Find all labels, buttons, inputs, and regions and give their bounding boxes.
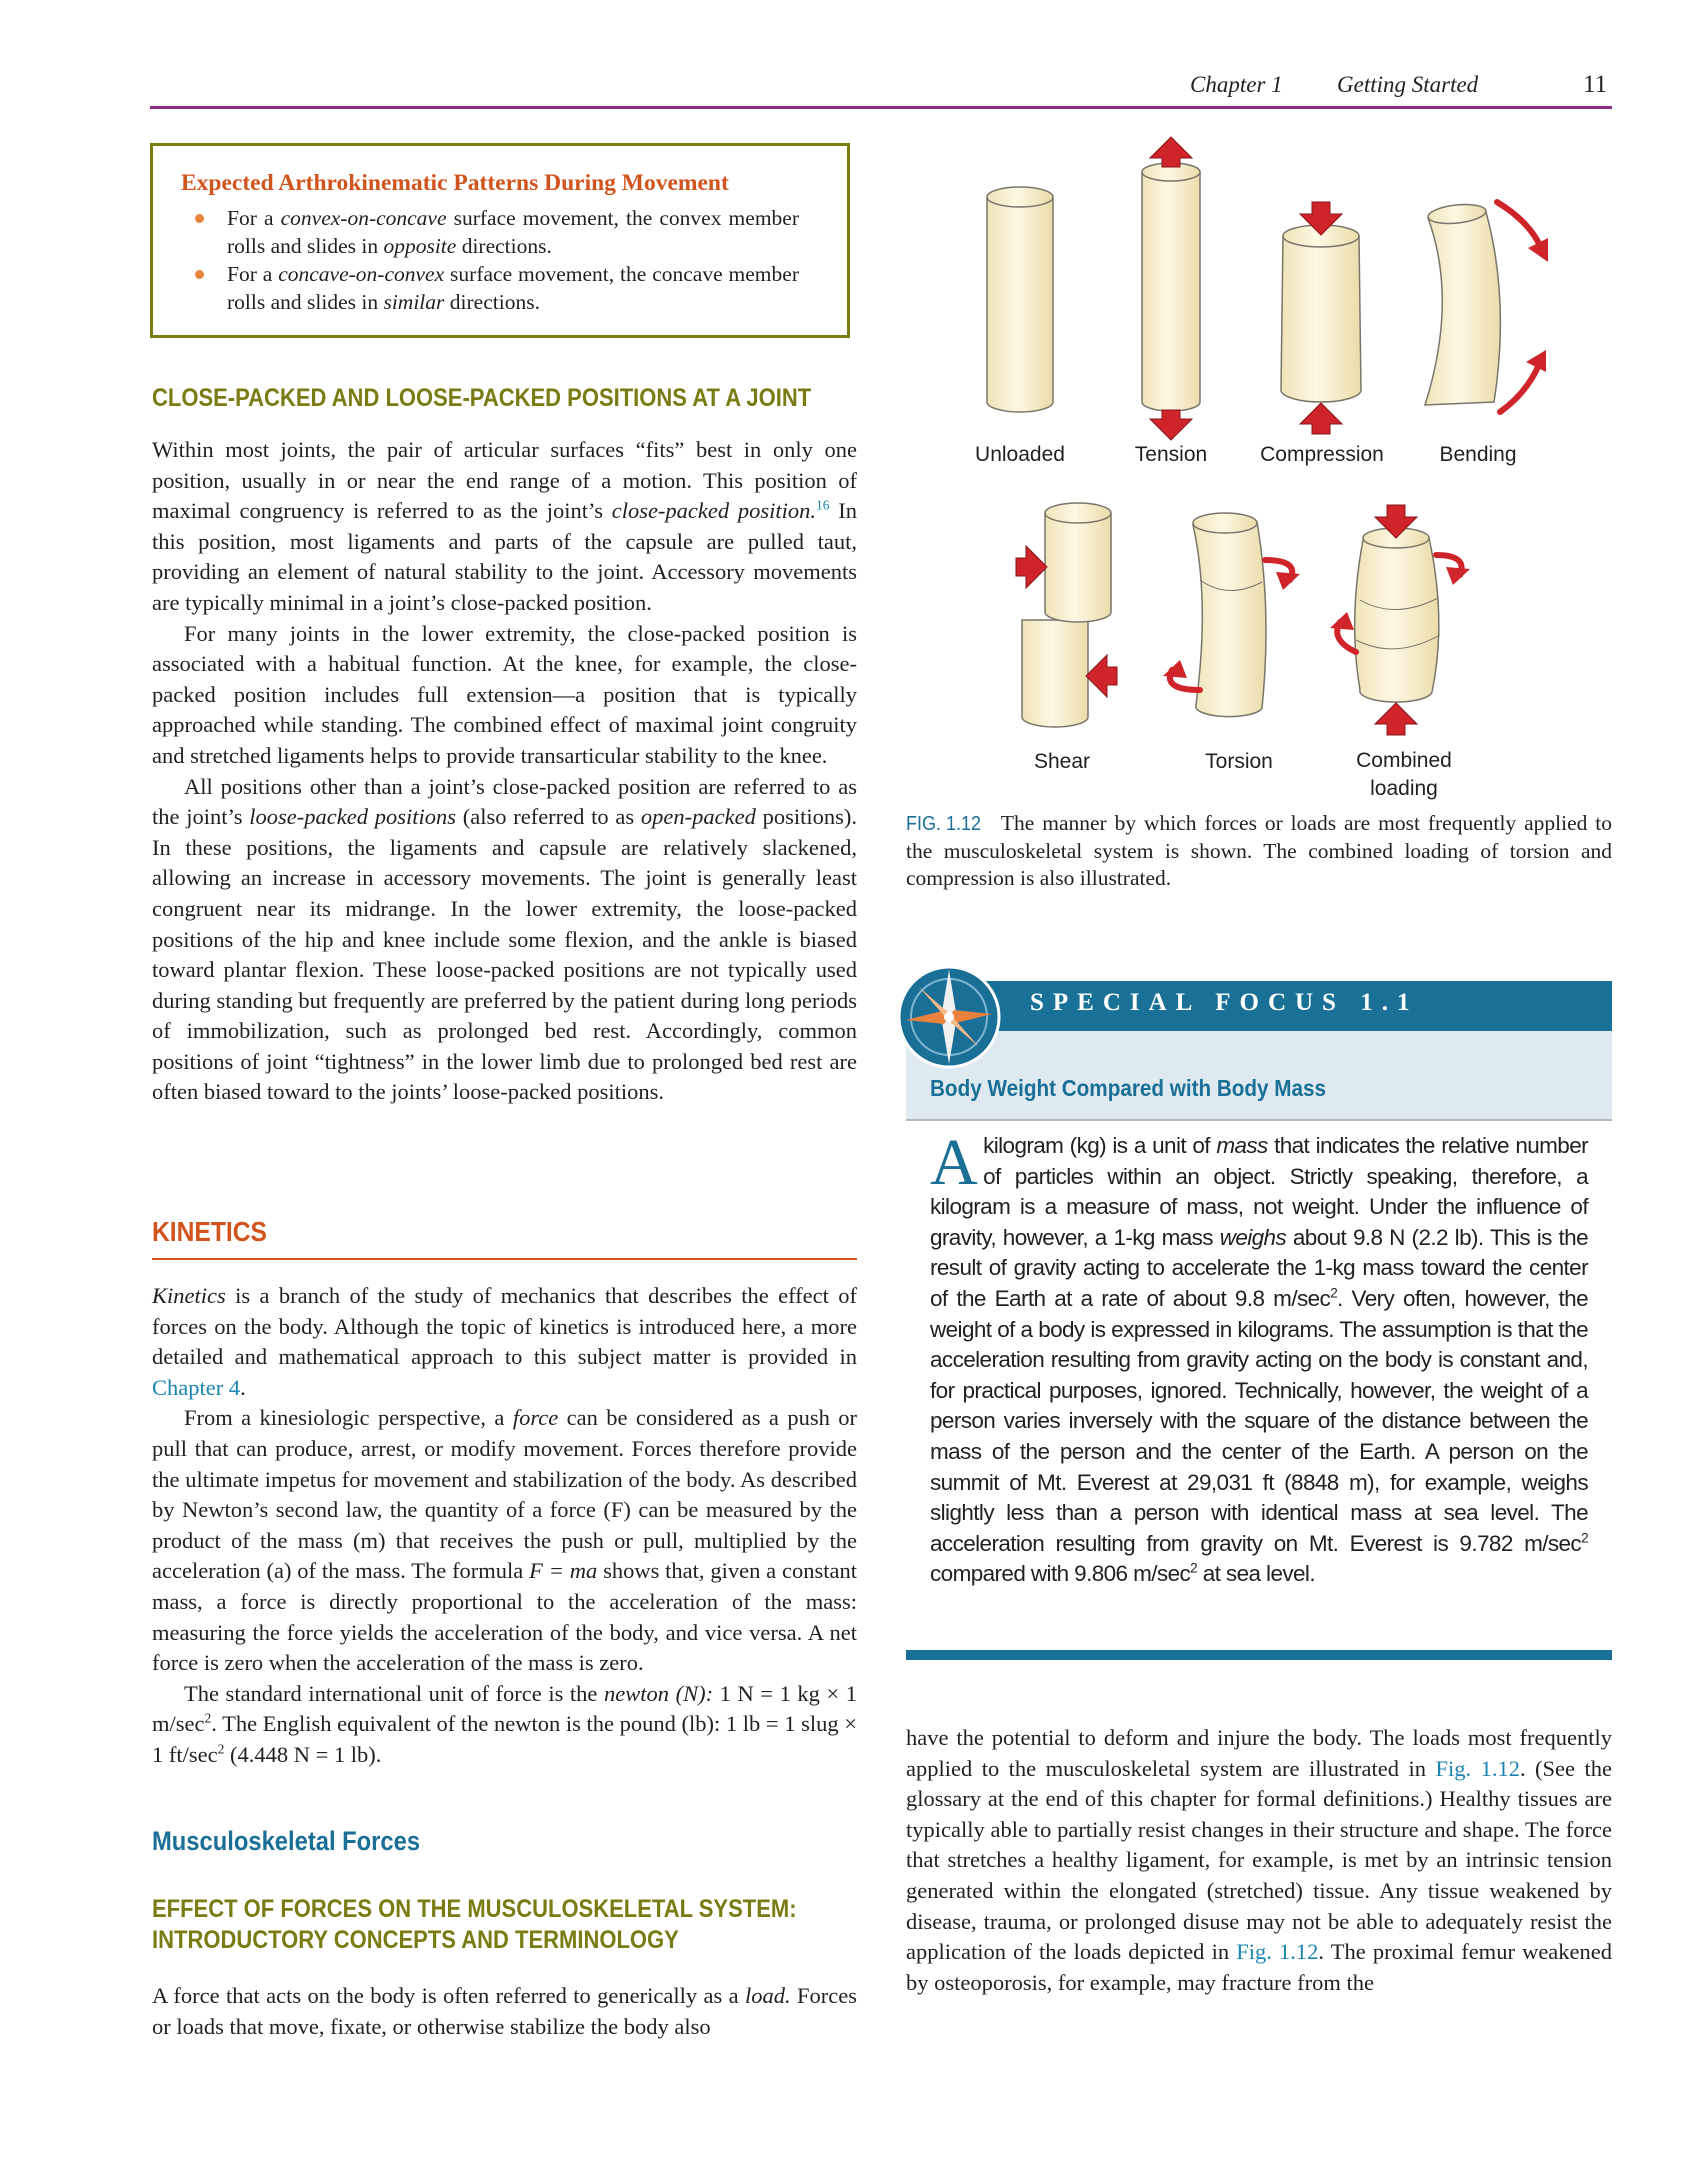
label-bending: Bending: [1439, 443, 1517, 466]
figure-link[interactable]: Fig. 1.12: [1236, 1939, 1319, 1965]
torsion-cylinder: [1193, 513, 1266, 717]
arrow-up-icon: [1300, 403, 1342, 434]
arrowhead-icon: [1276, 572, 1300, 590]
section-heading-kinetics: KINETICS: [152, 1216, 268, 1247]
shear-cylinder: [1022, 503, 1111, 727]
bullet-icon: [195, 270, 204, 279]
section-heading-close-packed: CLOSE-PACKED AND LOOSE-PACKED POSITIONS AT A JOINT: [152, 384, 812, 412]
figure-label: FIG. 1.12: [906, 813, 982, 835]
page-number: 11: [1583, 71, 1608, 98]
compass-icon: [894, 962, 1004, 1072]
arrow-left-icon: [1086, 655, 1117, 697]
bend-arrow-bottom: [1500, 362, 1540, 412]
chapter-4-link[interactable]: Chapter 4: [152, 1374, 241, 1400]
bending-cylinder: [1425, 202, 1500, 405]
arrow-right-icon: [1016, 546, 1047, 588]
box-list: [181, 204, 799, 316]
arrowhead-icon: [1163, 660, 1187, 678]
compression-cylinder: [1281, 225, 1361, 402]
label-shear: Shear: [1033, 750, 1091, 773]
label-unloaded: Unloaded: [975, 443, 1065, 466]
reference-link[interactable]: 16: [816, 497, 830, 513]
kinetics-rule: [152, 1258, 857, 1260]
arthrokinematic-box: [150, 143, 850, 338]
bend-arrow-top: [1497, 202, 1541, 248]
running-header: [150, 66, 1612, 109]
paragraph: From a kinesiologic perspective, a force can be considered as a push or pull that can produce, arrest, or modify movement. Forces therefore provide the ultimate impetus for movement and stabilization of the body. As described by Newton’s second law, the quantity of a force (F) can be measured by the product of the mass (m) that receives the push or pull, multiplied by the acceleration (a) of the mass. The formula F = ma shows that, given a constant mass, a force is directly proportional to the acceleration of the mass: measuring the force yields the acceleration of the body, and vice versa. A net force is zero when the acceleration of the mass is zero.: [152, 1405, 857, 1676]
drop-cap: A: [930, 1126, 978, 1199]
paragraph: For many joints in the lower extremity, the close-packed position is associated with a habitual function. At the knee, for example, the close-packed position includes full extension—a position that is typically approached while standing. The combined effect of maximal joint congruity and stretched ligaments helps to provide transarticular stability to the knee.: [152, 620, 857, 768]
arrowhead-icon: [1330, 612, 1354, 630]
box-title: Expected Arthrokinematic Patterns During Movement: [181, 170, 729, 196]
label-torsion: Torsion: [1205, 750, 1273, 773]
special-focus-subtitle: Body Weight Compared with Body Mass: [930, 1075, 1327, 1101]
special-focus-text: A kilogram (kg) is a unit of mass that indicates the relative number of particles within an object. Strictly speaking, therefore, a kilogram is a measure of mass, not weight. Under the influence of gravity, however, a 1-kg mass weighs about 9.8 N (2.2 lb). This is the result of gravity acting to accelerate the 1-kg mass toward the center of the Earth at a rate of about 9.8 $m/\sec^2$. Very often, however, the weight of a body is expressed in kilograms. The assumption is that the acceleration resulting from gravity acting on the body is constant and, for practical purposes, ignored. Technically, however, the weight of a person varies inversely with the square of the distance between the mass of the person and the center of the Earth. A person on the summit of Mt. Everest at 29,031 ft (8848 m), for example, weighs slightly less than a person with identical mass at sea level. The acceleration resulting from gravity on Mt. Everest is 9.782 $m/\sec^2$ compared with 9.806 $m/\sec^2$ at sea level.: [930, 1126, 1589, 1587]
close-packed-text: [152, 435, 857, 1108]
paragraph: Within most joints, the pair of articular surfaces “fits” best in only one position, usually in or near the end range of a motion. This position of maximal congruency is referred to as the joint’s close-packed position.$^{16}$ In this position, most ligaments and parts of the capsule are pulled taut, providing an element of natural stability to the joint. Accessory movements are typically minimal in a joint’s close-packed position.: [152, 437, 857, 615]
bullet-icon: [195, 214, 204, 223]
figure-caption: FIG. 1.12 The manner by which forces or loads are most frequently applied to the musculoskeletal system is shown. The combined loading of torsion and compression is also illustrated.: [906, 811, 1612, 890]
label-tension: Tension: [1134, 443, 1208, 466]
combined-cylinder: [1355, 528, 1440, 702]
tension-cylinder: [1142, 163, 1200, 411]
label-compression: Compression: [1260, 443, 1384, 466]
special-focus-title: SPECIAL FOCUS 1.1: [1030, 989, 1419, 1016]
arrow-up-icon: [1150, 137, 1192, 167]
arrow-up-icon: [1375, 703, 1417, 735]
paragraph: have the potential to deform and injure the body. The loads most frequently applied to the musculoskeletal system are illustrated in Fig. 1.12. (See the glossary at the end of this chapter for formal definitions.) Healthy tissues are typically able to partially resist changes in their structure and shape. The force that stretches a healthy ligament, for example, is met by an intrinsic tension generated within the elongated (stretched) tissue. Any tissue weakened by disease, trauma, or prolonged disuse may not be able to adequately resist the application of the loads depicted in Fig. 1.12. The proximal femur weakened by osteoporosis, for example, may fracture from the: [906, 1725, 1613, 1995]
forces-text: [152, 1981, 857, 2042]
box-list-item: For a concave-on-convex surface movement, the concave member rolls and slides in similar directions.: [181, 260, 799, 316]
unloaded-cylinder: [987, 187, 1053, 412]
special-focus-band: [985, 981, 1612, 1031]
arrowhead-icon: [1446, 567, 1470, 585]
kinetics-text: [152, 1281, 857, 1771]
subsection-heading-effect-of-forces: EFFECT OF FORCES ON THE MUSCULOSKELETAL SYSTEM: INTRODUCTORY CONCEPTS AND TERMINOLOGY: [152, 1895, 797, 1954]
label-combined-loading: Combined loading: [1356, 749, 1452, 800]
arrow-down-icon: [1150, 410, 1192, 440]
figure-link[interactable]: Fig. 1.12: [1435, 1755, 1520, 1781]
special-focus-bottom-rule: [906, 1650, 1612, 1660]
right-column-text: [906, 1723, 1612, 1998]
chapter-title: Getting Started: [1337, 72, 1479, 97]
section-heading-musculoskeletal-forces: Musculoskeletal Forces: [152, 1826, 421, 1856]
special-focus-subtitle-bar: [906, 1031, 1612, 1121]
paragraph: The standard international unit of force is the newton (N): 1 N = 1 kg × 1 $m/\sec^2$. The English equivalent of the newton is the pound (lb): 1 lb = 1 slug × 1 $ft/\sec^2$ (4.448 N = 1 lb).: [152, 1680, 857, 1767]
box-list-item: For a convex-on-concave surface movement, the convex member rolls and slides in opposite directions.: [181, 204, 799, 260]
paragraph: Kinetics is a branch of the study of mechanics that describes the effect of forces on the body. Although the topic of kinetics is introduced here, a more detailed and mathematical approach to this subject matter is provided in Chapter 4.: [152, 1283, 857, 1400]
paragraph: A force that acts on the body is often referred to generically as a load. Forces or loads that move, fixate, or otherwise stabilize the body also: [152, 1983, 857, 2039]
chapter-label: Chapter 1: [1190, 72, 1283, 97]
paragraph: All positions other than a joint’s close-packed position are referred to as the joint’s loose-packed positions (also referred to as open-packed positions). In these positions, the ligaments and capsule are relatively slackened, allowing an increase in accessory movements. The joint is generally least congruent near its midrange. In the lower extremity, the loose-packed positions of the hip and knee include some flexion, and the ankle is biased toward plantar flexion. These loose-packed positions are not typically used during standing but frequently are preferred by the patient during long periods of immobilization, such as prolonged bed rest. Accordingly, common positions of joint “tightness” in the lower limb due to prolonged bed rest are often biased toward to the joints’ loose-packed positions.: [152, 773, 857, 1105]
